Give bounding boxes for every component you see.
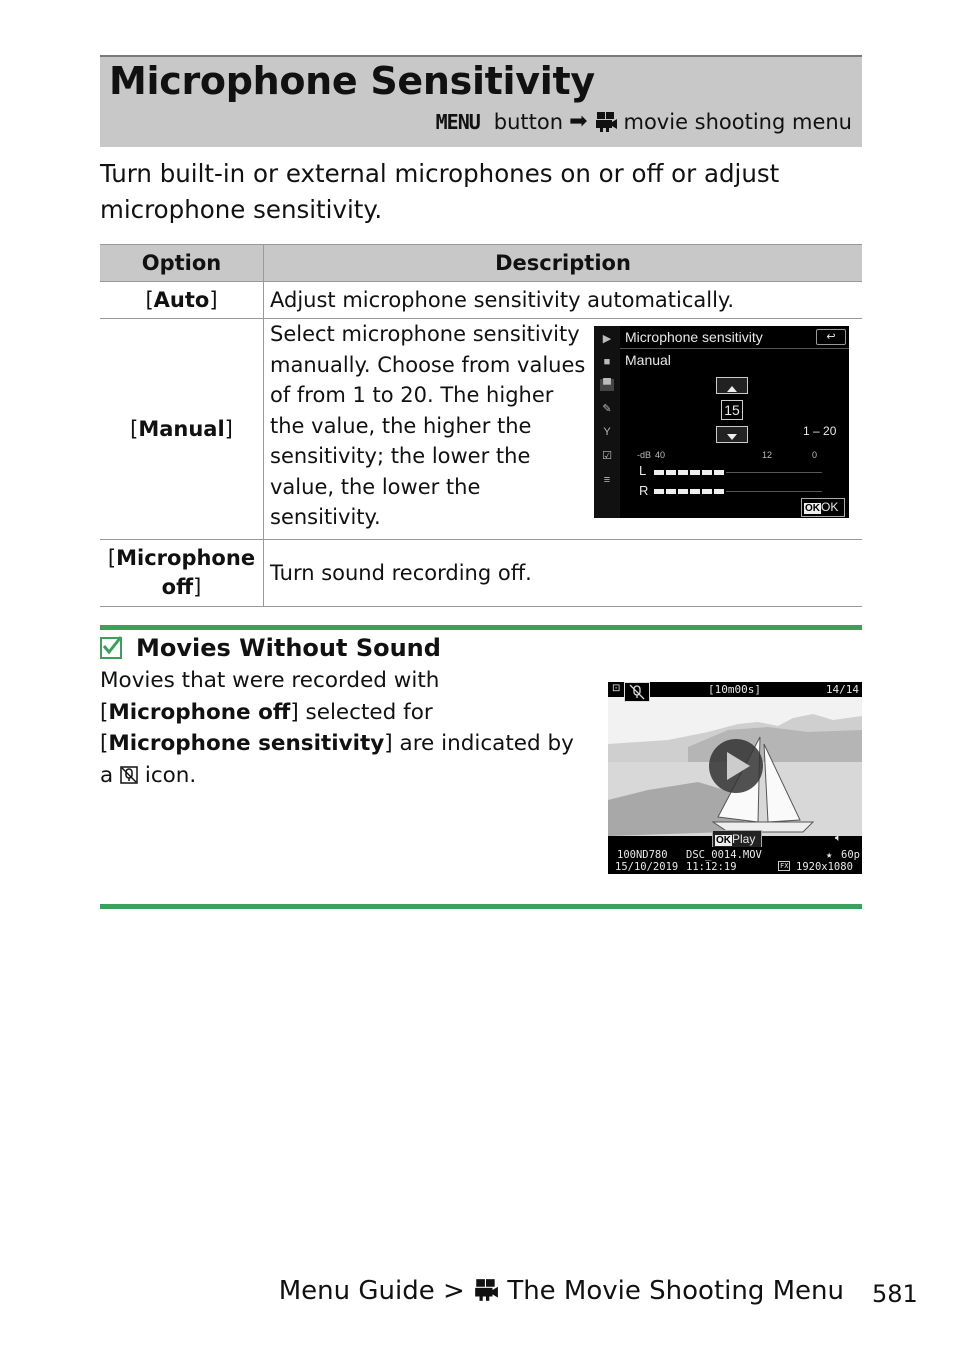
arrow-icon: ➡ bbox=[569, 109, 588, 134]
ok-button-hint bbox=[801, 498, 845, 517]
folder-name: 100ND780 bbox=[617, 849, 668, 861]
playback-top-bar bbox=[608, 682, 862, 697]
level-meter-left bbox=[654, 470, 726, 475]
playback-info-bar bbox=[608, 847, 862, 874]
option-microphone-off-line2: off bbox=[161, 574, 194, 599]
ok-play-hint bbox=[712, 830, 762, 848]
menu-tabs-sidebar bbox=[594, 326, 620, 518]
rating-star: ★ bbox=[826, 849, 833, 861]
image-counter: 14/14 bbox=[825, 683, 859, 696]
tip-heading bbox=[100, 634, 441, 662]
tip-text: icon. bbox=[138, 762, 197, 788]
tip-bold-microphone-sensitivity: Microphone sensitivity bbox=[108, 731, 385, 756]
frame-rate: 60p bbox=[841, 849, 860, 861]
scale-0: 0 bbox=[812, 450, 818, 460]
back-icon: ↩ bbox=[816, 329, 846, 345]
db-label: -dB bbox=[637, 450, 652, 460]
tip-top-rule bbox=[100, 625, 862, 630]
shot-time: 11:12:19 bbox=[686, 861, 737, 873]
tip-bold-microphone-off: Microphone off bbox=[108, 699, 291, 725]
column-header-option: Option bbox=[100, 245, 264, 282]
camera-screen-playback bbox=[608, 682, 862, 874]
footer-section-title: The Movie Shooting Menu bbox=[507, 1276, 844, 1306]
ok-badge: OK bbox=[716, 835, 731, 846]
screen-cell bbox=[588, 319, 862, 540]
scale-40: 40 bbox=[655, 450, 666, 460]
screen-title-bar bbox=[620, 326, 849, 349]
range-label: 1 – 20 bbox=[803, 424, 837, 438]
description-cell: Select microphone sensitivity manually. Choose from values of from 1 to 20. The higher the value, the higher the sensitivity; the lower the value, the lower the sensitivity. bbox=[264, 319, 589, 540]
ok-badge: OK bbox=[805, 503, 820, 514]
description-cell: Adjust microphone sensitivity automatically. bbox=[264, 282, 863, 319]
protect-icon: ⊡ bbox=[612, 683, 621, 694]
menu-button-label: MENU bbox=[435, 109, 480, 134]
level-meter-right bbox=[654, 489, 726, 494]
section-header bbox=[100, 55, 862, 147]
screen-title: Microphone sensitivity bbox=[625, 329, 763, 345]
tip-text: ] selected for [ bbox=[100, 699, 433, 756]
tip-body bbox=[100, 665, 585, 791]
option-microphone-off-line1: Microphone bbox=[116, 545, 256, 570]
playback-tab-icon: ▶ bbox=[602, 333, 612, 345]
table-header-row bbox=[100, 245, 862, 282]
page-title: Microphone Sensitivity bbox=[109, 59, 595, 103]
file-name: DSC_0014.MOV bbox=[686, 849, 762, 861]
footer-breadcrumb bbox=[279, 1276, 844, 1306]
table-row bbox=[100, 282, 862, 319]
option-auto: Auto bbox=[153, 288, 210, 312]
tip-text: Movies that were recorded with [ bbox=[100, 668, 440, 725]
table-row bbox=[100, 319, 862, 540]
retouch-tab-icon: ☑ bbox=[602, 450, 612, 462]
up-arrow-icon bbox=[716, 377, 748, 394]
screen-subtitle: Manual bbox=[625, 352, 671, 368]
option-manual: Manual bbox=[138, 416, 225, 441]
page-number: 581 bbox=[872, 1280, 918, 1308]
movie-camera-icon bbox=[473, 1279, 499, 1301]
scale-12: 12 bbox=[762, 450, 773, 460]
camera-screen-mic-sensitivity bbox=[594, 326, 849, 518]
tip-title: Movies Without Sound bbox=[136, 634, 441, 662]
menu-path bbox=[436, 109, 852, 134]
tip-text: ] are indicated by a bbox=[100, 731, 574, 788]
microphone-off-icon bbox=[120, 766, 138, 784]
level-track-right bbox=[726, 491, 822, 492]
speaker-icon: 🔈︎ bbox=[835, 832, 842, 844]
channel-left: L bbox=[639, 463, 647, 478]
play-label: Play bbox=[732, 832, 756, 846]
fx-badge: FX bbox=[780, 862, 789, 870]
microphone-off-icon bbox=[624, 682, 650, 702]
custom-tab-icon: ✎ bbox=[602, 403, 612, 415]
intro-text: Turn built-in or external microphones on or off or adjust microphone sensitivity. bbox=[100, 159, 780, 224]
button-word: button bbox=[493, 109, 564, 134]
option-cell: [Microphone off] bbox=[100, 539, 264, 606]
option-cell: [Manual] bbox=[100, 319, 264, 540]
mymenu-tab-icon: ≡ bbox=[603, 474, 611, 486]
movie-duration: [10m00s] bbox=[708, 683, 761, 696]
sensitivity-value: 15 bbox=[721, 400, 743, 420]
channel-right: R bbox=[639, 483, 649, 498]
setup-tab-icon: Y bbox=[603, 426, 611, 438]
footer-menu-guide: Menu Guide > bbox=[278, 1276, 474, 1306]
option-cell: [Auto] bbox=[100, 282, 264, 319]
description-cell: Turn sound recording off. bbox=[264, 539, 863, 606]
movie-tab-icon: ▀ bbox=[600, 379, 614, 391]
ok-label: OK bbox=[821, 500, 839, 514]
options-table bbox=[100, 244, 862, 607]
shot-date: 15/10/2019 bbox=[615, 861, 679, 873]
frame-size: 1920x1080 bbox=[796, 861, 853, 873]
movie-camera-icon bbox=[594, 112, 618, 132]
photo-tab-icon: ■ bbox=[603, 356, 611, 368]
check-icon bbox=[100, 637, 122, 659]
tip-bottom-rule bbox=[100, 904, 862, 909]
menu-name: movie shooting menu bbox=[623, 109, 852, 134]
level-track-left bbox=[726, 472, 822, 473]
table-row bbox=[100, 539, 862, 606]
column-header-description: Description bbox=[264, 245, 863, 282]
down-arrow-icon bbox=[716, 426, 748, 443]
